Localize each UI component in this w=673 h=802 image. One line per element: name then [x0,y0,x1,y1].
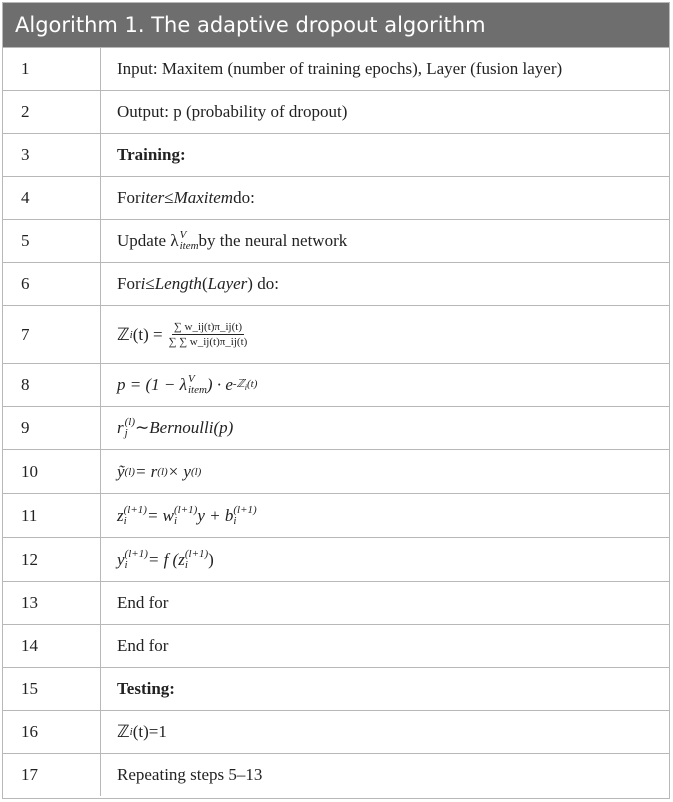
table-row [3,710,669,753]
row-number: 6 [3,263,101,305]
math-sup: (l) [124,465,135,478]
table-row [3,262,669,305]
math-sup: V [187,373,195,385]
row-content: Testing: [117,679,175,698]
row-number: 11 [3,494,101,537]
text-part: ) [208,549,214,569]
math-sup: V [179,229,187,241]
math-sup: (l) [157,465,168,478]
text-part: For [117,188,141,207]
math-sub: j [124,427,128,439]
row-number: 12 [3,538,101,581]
row-number: 2 [3,91,101,133]
math-sup: (l+1) [233,503,257,516]
row-number: 1 [3,48,101,90]
row-content [101,407,669,449]
row-content [101,220,669,262]
math-sup: (l) [124,416,136,428]
table-row [3,449,669,493]
table-row [3,90,669,133]
row-number: 13 [3,582,101,624]
text-part: by the neural network [198,231,348,250]
row-content: Repeating steps 5–13 [117,765,263,784]
math-sub: i [174,514,178,527]
math-sub: i [244,383,247,393]
math-sub: i [129,726,133,738]
text-part: ≤ [164,188,174,207]
row-content: End for [117,593,169,612]
row-content: End for [117,636,169,655]
fraction [167,321,250,348]
text-part: ) do: [247,274,279,293]
row-content [101,538,669,581]
math-sub: i [129,328,133,341]
fraction-numerator: ∑ w_ij(t)π_ij(t) [173,321,242,333]
row-number: 17 [3,754,101,796]
row-content [101,364,669,406]
math-var: i [140,274,146,293]
table-row [3,363,669,406]
row-number: 10 [3,450,101,493]
math-symbol: ℤ [117,722,130,741]
row-content [101,177,669,219]
table-row [3,624,669,667]
math-var: Maxitem [173,188,234,207]
math-sub: i [233,514,237,527]
table-row [3,305,669,363]
row-number: 14 [3,625,101,667]
math-sup: -ℤ [232,378,245,391]
math-var: ỹ [117,461,125,481]
math-sub: i [184,558,188,571]
table-title: Algorithm 1. The adaptive dropout algorithm [3,3,669,47]
fraction-denominator: ∑ ∑ w_ij(t)π_ij(t) [168,336,248,348]
math-var: Bernoulli [149,418,214,437]
row-content [101,494,669,537]
row-content: Training: [117,145,186,164]
row-number: 7 [3,306,101,363]
row-number: 16 [3,711,101,753]
text-part: y + b [197,505,234,525]
text-part: ∼ [135,418,150,437]
table-row [3,47,669,90]
math-sub: i [123,514,127,527]
math-sup: (l+1) [124,547,148,560]
row-content: Output: p (probability of dropout) [117,102,348,121]
math-var: r [117,418,124,437]
text-part: p = (1 − λ [117,375,187,394]
text-part: Update λ [117,231,179,250]
table-row [3,667,669,710]
table-row [3,537,669,581]
table-row [3,133,669,176]
text-part: ) · e [206,375,233,394]
math-sup: (t) [246,378,258,391]
text-part: do: [233,188,255,207]
text-part: For [117,274,141,293]
text-part: = f (z [147,549,185,569]
row-number: 5 [3,220,101,262]
text-part: ( [201,274,208,293]
row-content [101,263,669,305]
math-sub: item [179,240,199,252]
table-row [3,219,669,262]
table-row [3,493,669,537]
table-row [3,581,669,624]
math-sub: item [187,384,207,396]
algorithm-table [2,2,670,799]
text-part: (t)=1 [132,722,167,741]
table-row [3,753,669,796]
row-content: Input: Maxitem (number of training epochs), Layer (fusion layer) [117,59,563,78]
row-number: 3 [3,134,101,176]
table-row [3,406,669,449]
text-part: (p) [213,418,234,437]
row-number: 4 [3,177,101,219]
math-sub: i [124,558,128,571]
math-var: y [117,549,125,569]
math-sup: (l) [190,465,202,478]
row-number: 9 [3,407,101,449]
text-part: ≤ [145,274,155,293]
math-sup: (l+1) [123,503,147,516]
math-var: iter [140,188,165,207]
row-content [101,306,669,363]
text-part: = r [134,461,158,481]
math-symbol: ℤ [117,324,130,344]
text-part: = w [146,505,174,525]
math-sup: (l+1) [184,547,209,560]
math-var: Layer [207,274,248,293]
table-row [3,176,669,219]
math-sup: (l+1) [174,503,198,516]
row-number: 15 [3,668,101,710]
text-part: (t) = [132,324,163,344]
row-number: 8 [3,364,101,406]
row-content [101,450,669,493]
math-var: Length [154,274,202,293]
text-part: × y [167,461,191,481]
row-content [101,711,669,753]
math-var: z [117,505,124,525]
